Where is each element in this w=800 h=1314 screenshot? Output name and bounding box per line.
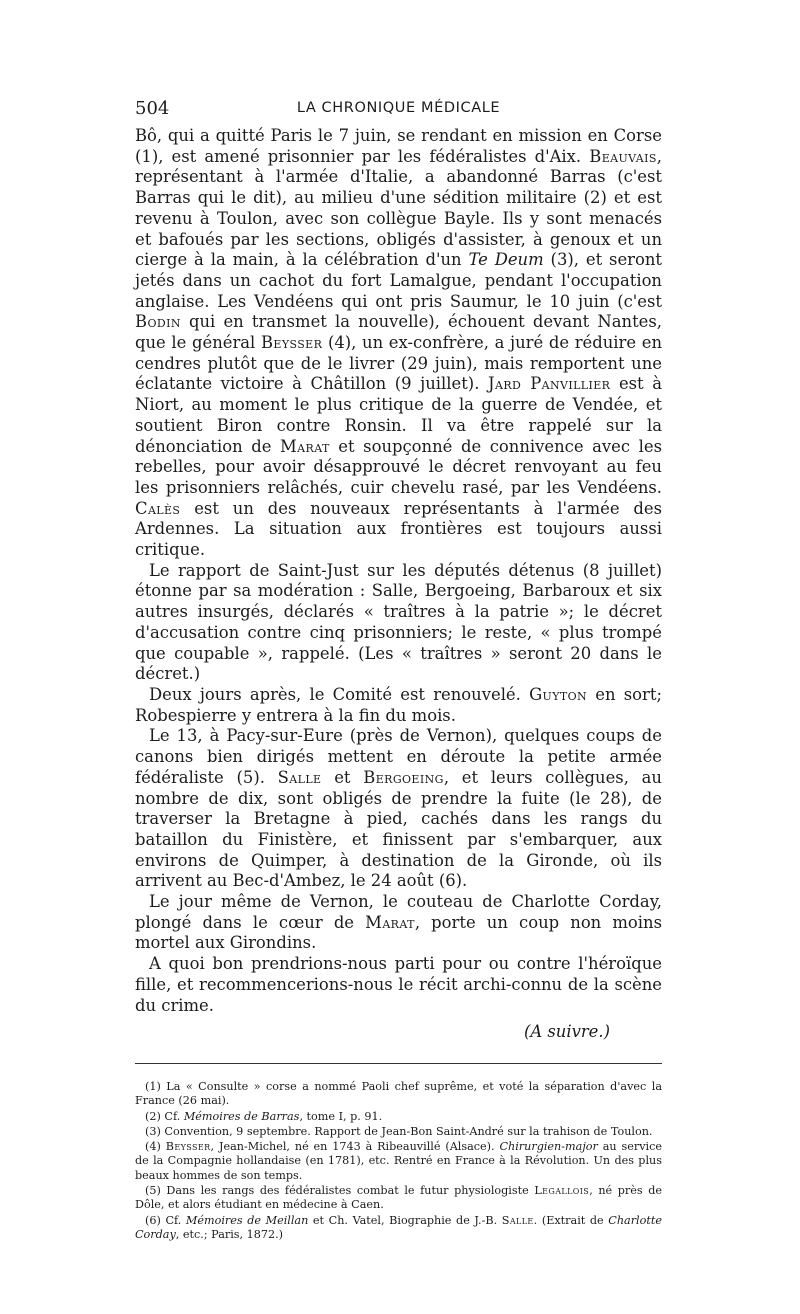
text-run: , porte un coup non moins mortel aux Girondins. [135, 912, 662, 953]
name-guyton: Guyton [529, 684, 588, 704]
paragraph [135, 561, 662, 685]
italic-title: Mémoires de Barras [183, 1109, 300, 1123]
paragraph [135, 126, 662, 561]
name-cales: Calès [135, 498, 181, 518]
footnote-4 [135, 1140, 662, 1183]
text-run: (2) Cf. [145, 1109, 184, 1123]
text-run: A quoi bon prendrions-nous parti pour ou contre l'héroïque fille, et recommencerions-nous le récit archi-connu de la scène du crime. [135, 954, 662, 1015]
text-run: qui en transmet la nouvelle), échouent devant Nantes, que le général [135, 312, 662, 353]
paragraph [135, 685, 662, 726]
text-run: Le 13, à Pacy-sur-Eure (près de Vernon), quelques coups de canons bien dirigés mettent en déroute la petite armée fédéraliste (5). [135, 726, 662, 787]
text-run: et [321, 767, 364, 787]
text-run: . (Extrait de [533, 1213, 609, 1227]
footnote-1 [135, 1080, 662, 1109]
text-run: (4), un ex-confrère, a juré de réduire en cendres plutôt que de le livrer (29 juin), mais remportent une éclatante victoire à Châtillon (9 juillet). [135, 333, 662, 394]
to-be-continued [135, 1022, 662, 1043]
footnote-divider [135, 1063, 662, 1064]
text-run: est à Niort, au moment le plus critique de la guerre de Vendée, et soutient Biron contre Ronsin. Il va être rappelé sur la dénonciation de [135, 374, 663, 456]
text-run: (3), et seront jetés dans un cachot du fort Lamalgue, pendant l'occupation anglaise. Les Vendéens qui ont pris Saumur, le 10 juin (c'est [135, 250, 662, 311]
text-run: , représentant à l'armée d'Italie, a abandonné Barras (c'est Barras qui le dit), au milieu d'une sédition militaire (2) et est revenu à Toulon, avec son collègue Bayle. Ils y sont menacés et bafoués par les sections, obligés d'assister, à genoux et un cierge à la main, à la célébration d'un [135, 146, 662, 270]
text-run: (5) Dans les rangs des fédéralistes combat le futur physiologiste [145, 1184, 535, 1198]
page-header [135, 98, 662, 126]
text-run: (1) La « Consulte » corse a nommé Paoli chef suprême, et voté la séparation d'avec la France (26 mai). [135, 1079, 662, 1108]
italic-title: Charlotte Corday [135, 1213, 662, 1241]
name-bodin: Bodin [135, 312, 181, 332]
author-name-beauvais: Beauvais [589, 146, 657, 166]
text-run: Le jour même de Vernon, le couteau de Charlotte Corday, plongé dans le cœur de [135, 892, 662, 932]
name-marat: Marat [365, 912, 415, 932]
name-beysser: Beysser [165, 1140, 211, 1154]
footnote-2 [135, 1110, 662, 1124]
text-run: Le rapport de Saint-Just sur les députés détenus (8 juillet) étonne par sa modération : Salle, Bergoeing, Barbaroux et six autres insurgés, déclarés « traîtres à la patrie »; le décret d'accusation contre cinq prisonniers; le reste, « plus trompé que coupable », rappelé. (Les « traîtres » seront 20 dans le décret.) [135, 560, 662, 684]
text-run: et soupçonné de connivence avec les rebelles, pour avoir désapprouvé le décret renvoyant au feu les prisonniers relâchés, cuir chevelu rasé, par les Vendéens. [135, 436, 662, 497]
text-run: , etc.; Paris, 1872.) [175, 1227, 284, 1241]
paragraph [135, 892, 662, 954]
footnote-6 [135, 1214, 662, 1243]
footnote-3 [135, 1125, 662, 1139]
paragraph [135, 726, 662, 892]
text-run: au service de la Compagnie hollandaise (en 1781), etc. Rentré en France à la Révolution. Un des plus beaux hommes de son temps. [135, 1140, 662, 1182]
footnotes [135, 1080, 662, 1242]
a-suivre-text: (A suivre.) [523, 1022, 610, 1042]
article-body [135, 126, 662, 1043]
text-run: (3) Convention, 9 septembre. Rapport de Jean-Bon Saint-André sur la trahison de Toulon. [145, 1124, 653, 1138]
text-run: Bô, qui a quitté Paris le 7 juin, se rendant en mission en Corse (1), est amené prisonnier par les fédéralistes d'Aix. [135, 126, 662, 166]
text-run: Deux jours après, le Comité est renouvelé. [149, 684, 530, 704]
name-legallois: Legallois [534, 1184, 590, 1198]
name-bergoeing: Bergoeing [363, 767, 444, 787]
name-salle: Salle [501, 1213, 534, 1227]
document-page [135, 98, 662, 1243]
text-run: (4) [145, 1140, 166, 1154]
text-run: en sort; Robespierre y entrera à la fin du mois. [135, 684, 662, 725]
text-run: est un des nouveaux représentants à l'armée des Ardennes. La situation aux frontières est toujours aussi critique. [135, 498, 662, 560]
name-beysser: Beysser [260, 333, 323, 353]
footnote-5 [135, 1184, 662, 1213]
text-run: , et leurs collègues, au nombre de dix, sont obligés de prendre la fuite (le 28), de traverser la Bretagne à pied, cachés dans les rangs du bataillon du Finistère, et finissent par s'embarquer, aux environs de Quimper, à destination de la Gironde, où ils arrivent au Bec-d'Ambez, le 24 août (6). [135, 767, 662, 891]
page-number: 504 [135, 98, 170, 119]
text-run: et Ch. Vatel, Biographie de J.-B. [308, 1213, 502, 1227]
italic-term: Chirurgien-major [499, 1140, 598, 1154]
name-marat: Marat [280, 436, 330, 456]
italic-title: Mémoires de Meillan [185, 1213, 309, 1227]
running-title: LA CHRONIQUE MÉDICALE [296, 100, 501, 116]
name-salle: Salle [277, 767, 322, 787]
name-jard-panvillier: Jard Panvillier [488, 374, 611, 394]
paragraph [135, 954, 662, 1016]
italic-te-deum: Te Deum [468, 250, 544, 270]
text-run: , né près de Dôle, et alors étudiant en médecine à Caen. [135, 1184, 662, 1212]
text-run: , tome I, p. 91. [299, 1109, 383, 1123]
text-run: , Jean-Michel, né en 1743 à Ribeauvillé (Alsace). [210, 1140, 500, 1154]
text-run: (6) Cf. [145, 1213, 186, 1227]
